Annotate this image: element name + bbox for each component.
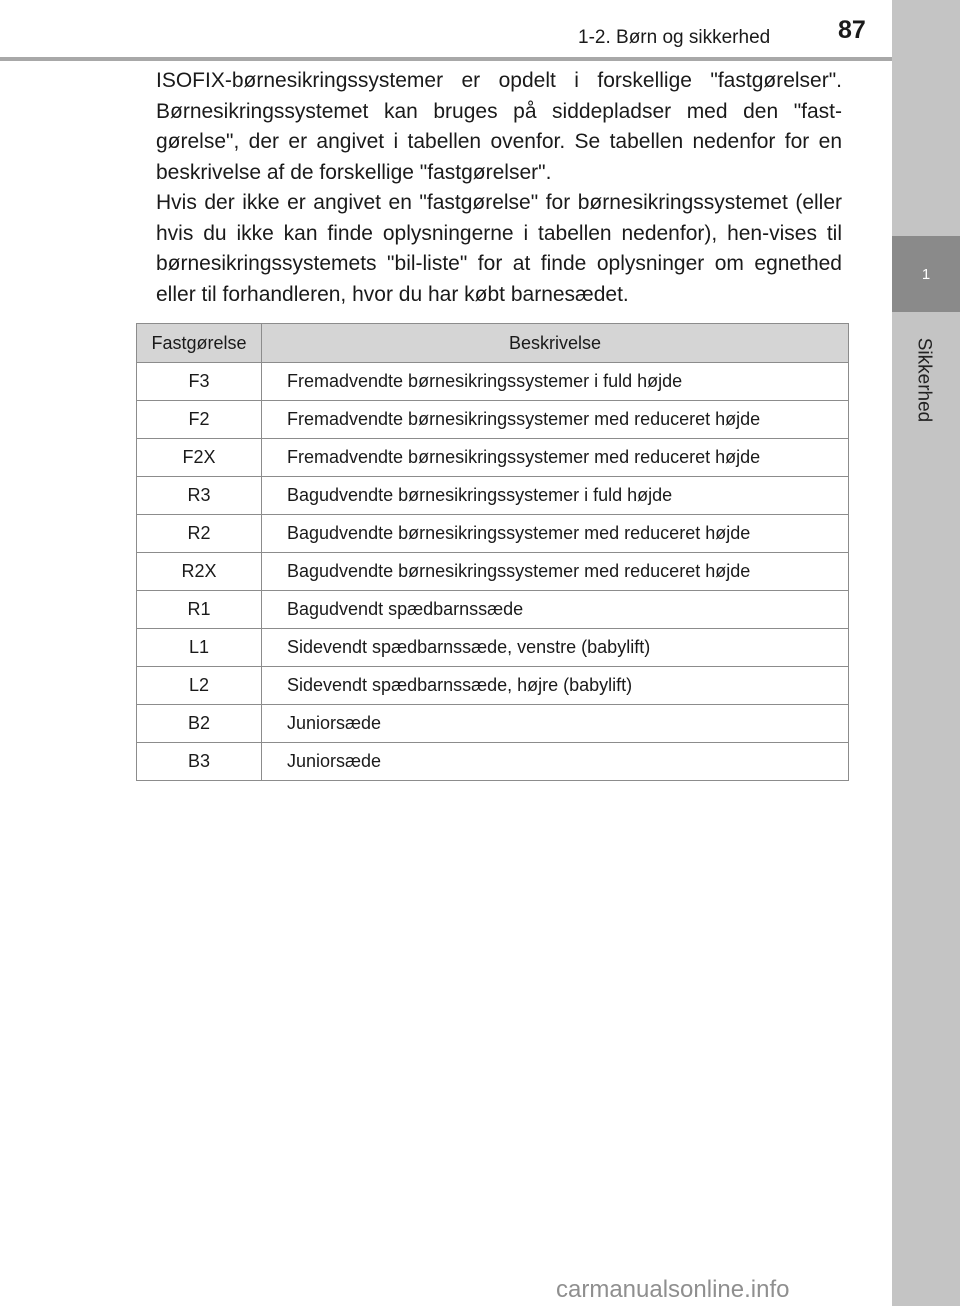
table-row xyxy=(137,401,849,439)
header-beskrivelse: Beskrivelse xyxy=(262,324,849,363)
row-code: F3 xyxy=(137,363,262,401)
table-row xyxy=(137,363,849,401)
table-header-row xyxy=(137,324,849,363)
chapter-label-text: Sikkerhed xyxy=(913,337,934,423)
table-row xyxy=(137,515,849,553)
table-row xyxy=(137,553,849,591)
row-description: Bagudvendte børnesikringssystemer med reduceret højde xyxy=(262,515,849,553)
row-code: F2 xyxy=(137,401,262,439)
row-description: Fremadvendte børnesikringssystemer med reduceret højde xyxy=(262,439,849,477)
side-strip xyxy=(892,0,960,1306)
row-description: Bagudvendte børnesikringssystemer i fuld højde xyxy=(262,477,849,515)
row-code: R1 xyxy=(137,591,262,629)
section-title: 1-2. Børn og sikkerhed xyxy=(578,27,771,48)
fastgorelse-table xyxy=(136,323,849,781)
table-row xyxy=(137,477,849,515)
chapter-tab xyxy=(892,236,960,312)
chapter-label xyxy=(910,325,936,435)
header-fastgorelse: Fastgørelse xyxy=(137,324,262,363)
row-code: F2X xyxy=(137,439,262,477)
body-text xyxy=(156,66,842,310)
table-row xyxy=(137,743,849,781)
row-description: Sidevendt spædbarnssæde, venstre (babylift) xyxy=(262,629,849,667)
row-code: R3 xyxy=(137,477,262,515)
table-row xyxy=(137,667,849,705)
row-code: R2X xyxy=(137,553,262,591)
row-description: Fremadvendte børnesikringssystemer med reduceret højde xyxy=(262,401,849,439)
watermark-link[interactable]: carmanualsonline.info xyxy=(556,1276,790,1303)
row-description: Sidevendt spædbarnssæde, højre (babylift) xyxy=(262,667,849,705)
row-code: L2 xyxy=(137,667,262,705)
header-rule xyxy=(0,57,892,61)
table-row xyxy=(137,591,849,629)
row-description: Bagudvendt spædbarnssæde xyxy=(262,591,849,629)
row-code: R2 xyxy=(137,515,262,553)
row-description: Bagudvendte børnesikringssystemer med reduceret højde xyxy=(262,553,849,591)
paragraph-2: Hvis der ikke er angivet en "fastgørelse" for børnesikringssystemet (eller hvis du ikke kan finde oplysningerne i tabellen nedenfor), hen-vises til børnesikringssystemets "bil-liste" for at finde oplysninger om egnethed eller til forhandleren, hvor du har købt barnesædet. xyxy=(156,191,842,306)
table-row xyxy=(137,439,849,477)
row-code: B3 xyxy=(137,743,262,781)
row-description: Juniorsæde xyxy=(262,705,849,743)
chapter-number: 1 xyxy=(921,265,931,283)
row-code: B2 xyxy=(137,705,262,743)
row-code: L1 xyxy=(137,629,262,667)
page-number: 87 xyxy=(838,16,866,44)
table-row xyxy=(137,705,849,743)
table-row xyxy=(137,629,849,667)
row-description: Fremadvendte børnesikringssystemer i fuld højde xyxy=(262,363,849,401)
row-description: Juniorsæde xyxy=(262,743,849,781)
paragraph-1: ISOFIX-børnesikringssystemer er opdelt i forskellige "fastgørelser". Børnesikringssystemet kan bruges på siddepladser med den "fast-gørelse", der er angivet i tabellen ovenfor. Se tabellen nedenfor for en beskrivelse af de forskellige "fastgørelser". xyxy=(156,69,842,184)
